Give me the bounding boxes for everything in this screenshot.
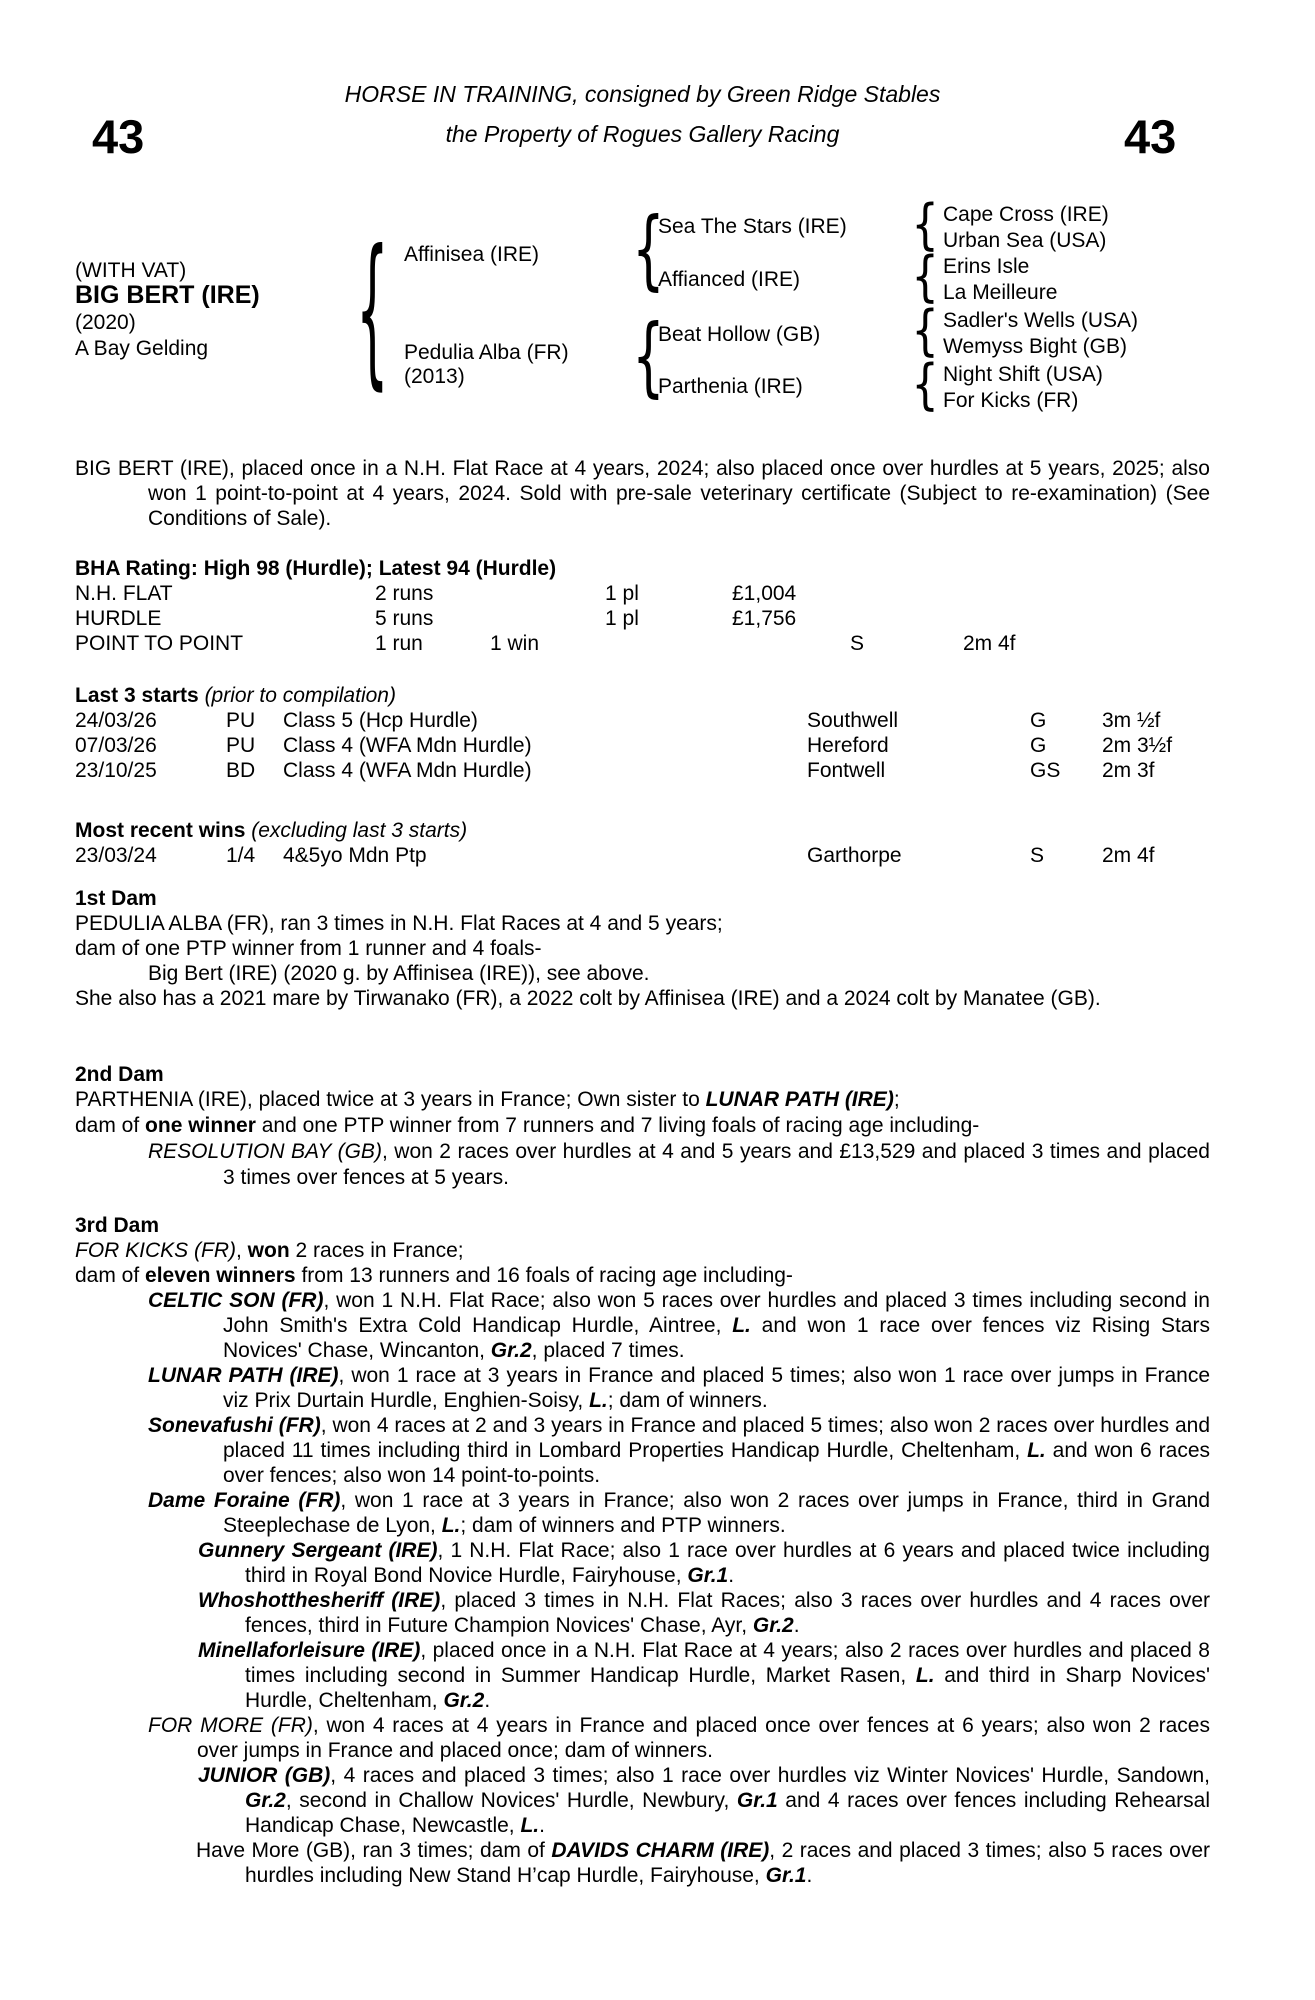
dam-paragraph: FOR KICKS (FR), won 2 races in France; — [75, 1239, 464, 1262]
start-result: PU — [226, 709, 256, 732]
record-runs: 1 run — [375, 632, 423, 655]
start-date: 24/03/26 — [75, 709, 157, 732]
gen3-name-0: Cape Cross (IRE) — [943, 203, 1109, 226]
bha-rating-heading: BHA Rating: High 98 (Hurdle); Latest 94 (Hurdle) — [75, 557, 557, 580]
recent-wins-heading — [75, 818, 1210, 843]
brace-gen3-2: { — [911, 298, 939, 362]
dam-paragraph: LUNAR PATH (IRE), won 1 race at 3 years in France and placed 5 times; also won 1 race over jumps in France viz Prix Durtain Hurdle, Enghien-Soisy, L.; dam of winners. — [148, 1364, 1210, 1412]
horse-description: A Bay Gelding — [75, 337, 209, 360]
dam-paragraph: Minellaforleisure (IRE), placed once in a N.H. Flat Race at 4 years; also 2 races over hurdles and placed 8 times including second in Summer Handicap Hurdle, Market Rasen, L. and third in Sharp Novices' Hurdle, Cheltenham, Gr.2. — [198, 1639, 1210, 1712]
win-course: Garthorpe — [807, 844, 902, 867]
gen3-name-2: Erins Isle — [943, 255, 1030, 278]
table-row — [75, 733, 1210, 758]
foal-year: (2020) — [75, 311, 136, 334]
record-going: S — [850, 632, 865, 655]
first-dam-heading: 1st Dam — [75, 887, 157, 910]
brace-sire-parents: { — [632, 200, 665, 301]
dam-paragraph: Whoshotthesheriff (IRE), placed 3 times in N.H. Flat Races; also 3 races over hurdles and 4 races over fences, third in Future Champion Novices' Chase, Ayr, Gr.2. — [198, 1589, 1210, 1637]
dam-paragraph: Big Bert (IRE) (2020 g. by Affinisea (IRE)), see above. — [148, 962, 650, 985]
dam-paragraph: Dame Foraine (FR), won 1 race at 3 years in France; also won 2 races over jumps in France, third in Grand Steeplechase de Lyon, L.; dam of winners and PTP winners. — [148, 1489, 1210, 1537]
gen3-name-6: Night Shift (USA) — [943, 363, 1103, 386]
start-distance: 2m 3f — [1102, 759, 1155, 782]
record-category: POINT TO POINT — [75, 632, 244, 655]
recent-wins-block — [75, 818, 1210, 868]
start-course: Southwell — [807, 709, 899, 732]
second-dam-heading: 2nd Dam — [75, 1063, 164, 1086]
win-position: 1/4 — [226, 844, 256, 867]
third-dam-block — [75, 1213, 1210, 1888]
table-row — [75, 708, 1210, 733]
record-category: HURDLE — [75, 607, 162, 630]
dam-paragraph: She also has a 2021 mare by Tirwanako (FR), a 2022 colt by Affinisea (IRE) and a 2024 colt by Manatee (GB). — [75, 987, 1101, 1010]
gen2-name-3: Parthenia (IRE) — [658, 375, 803, 398]
start-going: G — [1030, 709, 1047, 732]
record-wins: 1 win — [490, 632, 540, 655]
dam-name: Pedulia Alba (FR) — [404, 341, 569, 364]
lot-number-left: 43 — [92, 110, 145, 163]
brace-gen3-3: { — [911, 352, 939, 416]
start-date: 07/03/26 — [75, 734, 157, 757]
second-dam-block — [75, 1062, 1210, 1191]
start-date: 23/10/25 — [75, 759, 157, 782]
start-course: Hereford — [807, 734, 889, 757]
last-starts-heading-note: (prior to compilation) — [204, 684, 396, 707]
brace-dam-parents: { — [632, 307, 665, 408]
start-distance: 3m ½f — [1102, 709, 1161, 732]
last-starts-block — [75, 683, 1210, 783]
brace-gen3-1: { — [911, 244, 939, 308]
record-earnings: £1,004 — [732, 582, 797, 605]
bha-rating-block — [75, 556, 1210, 656]
property-line: the Property of Rogues Gallery Racing — [445, 121, 840, 147]
record-runs: 2 runs — [375, 582, 434, 605]
record-row-nhflat — [75, 581, 1210, 606]
race-record-summary-block — [75, 456, 1210, 531]
dam-paragraph: Gunnery Sergeant (IRE), 1 N.H. Flat Race; also 1 race over hurdles at 6 years and placed twice including third in Royal Bond Novice Hurdle, Fairyhouse, Gr.1. — [198, 1539, 1210, 1587]
record-distance: 2m 4f — [963, 632, 1016, 655]
gen3-name-4: Sadler's Wells (USA) — [943, 309, 1138, 332]
start-course: Fontwell — [807, 759, 886, 782]
third-dam-heading: 3rd Dam — [75, 1214, 160, 1237]
consignment-line: HORSE IN TRAINING, consigned by Green Ridge Stables — [344, 81, 941, 107]
dam-paragraph: dam of one PTP winner from 1 runner and 4 foals- — [75, 937, 542, 960]
table-row — [75, 843, 1210, 868]
dam-year: (2013) — [404, 365, 465, 388]
lot-number-right: 43 — [1124, 110, 1177, 163]
start-race: Class 4 (WFA Mdn Hurdle) — [283, 759, 532, 782]
gen3-name-7: For Kicks (FR) — [943, 389, 1079, 412]
gen3-name-5: Wemyss Bight (GB) — [943, 335, 1127, 358]
dam-paragraph: dam of eleven winners from 13 runners and 16 foals of racing age including- — [75, 1264, 793, 1287]
dam-paragraph: CELTIC SON (FR), won 1 N.H. Flat Race; also won 5 races over hurdles and placed 3 times including second in John Smith's Extra Cold Handicap Hurdle, Aintree, L. and won 1 race over fences viz Rising Stars Novices' Chase, Wincanton, Gr.2, placed 7 times. — [148, 1289, 1210, 1362]
win-distance: 2m 4f — [1102, 844, 1155, 867]
brace-gen3-0: { — [911, 192, 939, 256]
recent-wins-heading-note: (excluding last 3 starts) — [251, 819, 468, 842]
record-places: 1 pl — [605, 582, 639, 605]
table-row — [75, 758, 1210, 783]
dam-paragraph: Have More (GB), ran 3 times; dam of DAVIDS CHARM (IRE), 2 races and placed 3 times; also 5 races over hurdles including New Stand H’cap Hurdle, Fairyhouse, Gr.1. — [196, 1839, 1210, 1887]
record-category: N.H. FLAT — [75, 582, 173, 605]
horse-name: BIG BERT (IRE) — [75, 281, 260, 309]
win-race: 4&5yo Mdn Ptp — [283, 844, 427, 867]
first-dam-block — [75, 886, 1210, 1011]
start-going: G — [1030, 734, 1047, 757]
dam-paragraph: Sonevafushi (FR), won 4 races at 2 and 3 years in France and placed 5 times; also won 2 races over hurdles and placed 11 times including third in Lombard Properties Handicap Hurdle, Cheltenham, L. and won 6 races over fences; also won 14 point-to-points. — [148, 1414, 1211, 1487]
gen3-name-1: Urban Sea (USA) — [943, 229, 1107, 252]
gen2-name-0: Sea The Stars (IRE) — [658, 215, 847, 238]
record-row-ptp — [75, 631, 1210, 656]
win-date: 23/03/24 — [75, 844, 157, 867]
start-going: GS — [1030, 759, 1061, 782]
last-starts-heading-bold: Last 3 starts — [75, 684, 205, 707]
record-row-hurdle — [75, 606, 1210, 631]
record-earnings: £1,756 — [732, 607, 797, 630]
dam-paragraph: RESOLUTION BAY (GB), won 2 races over hurdles at 4 and 5 years and £13,529 and placed 3 times and placed 3 times over fences at 5 years. — [148, 1140, 1210, 1189]
sire-name: Affinisea (IRE) — [404, 243, 539, 266]
vat-note: (WITH VAT) — [75, 259, 187, 282]
start-result: BD — [226, 759, 256, 782]
dam-paragraph: JUNIOR (GB), 4 races and placed 3 times; also 1 race over hurdles viz Winter Novices' Hurdle, Sandown, Gr.2, second in Challow Novices' Hurdle, Newbury, Gr.1 and 4 races over fences including Rehearsal Handicap Chase, Newcastle, L.. — [198, 1764, 1210, 1837]
start-race: Class 4 (WFA Mdn Hurdle) — [283, 734, 532, 757]
recent-wins-heading-bold: Most recent wins — [75, 819, 252, 842]
dam-paragraph: FOR MORE (FR), won 4 races at 4 years in France and placed once over fences at 6 years; also won 2 races over jumps in France and placed once; dam of winners. — [148, 1714, 1210, 1762]
dam-paragraph: PEDULIA ALBA (FR), ran 3 times in N.H. Flat Races at 4 and 5 years; — [75, 912, 723, 935]
start-race: Class 5 (Hcp Hurdle) — [283, 709, 478, 732]
start-result: PU — [226, 734, 256, 757]
gen3-name-3: La Meilleure — [943, 281, 1058, 304]
race-record-summary: BIG BERT (IRE), placed once in a N.H. Flat Race at 4 years, 2024; also placed once over hurdles at 5 years, 2025; also won 1 point-to-point at 4 years, 2024. Sold with pre-sale veterinary certificate (Subject to re-examination) (See Conditions of Sale). — [75, 457, 1210, 530]
last-starts-heading — [75, 683, 1210, 708]
record-places: 1 pl — [605, 607, 639, 630]
dam-paragraph: PARTHENIA (IRE), placed twice at 3 years in France; Own sister to LUNAR PATH (IRE); — [75, 1088, 900, 1111]
gen2-name-2: Beat Hollow (GB) — [658, 323, 821, 346]
win-going: S — [1030, 844, 1045, 867]
brace-parents: { — [356, 218, 389, 407]
dam-paragraph: dam of one winner and one PTP winner from 7 runners and 7 living foals of racing age including- — [75, 1114, 980, 1137]
start-distance: 2m 3½f — [1102, 734, 1173, 757]
record-runs: 5 runs — [375, 607, 434, 630]
gen2-name-1: Affianced (IRE) — [658, 268, 801, 291]
